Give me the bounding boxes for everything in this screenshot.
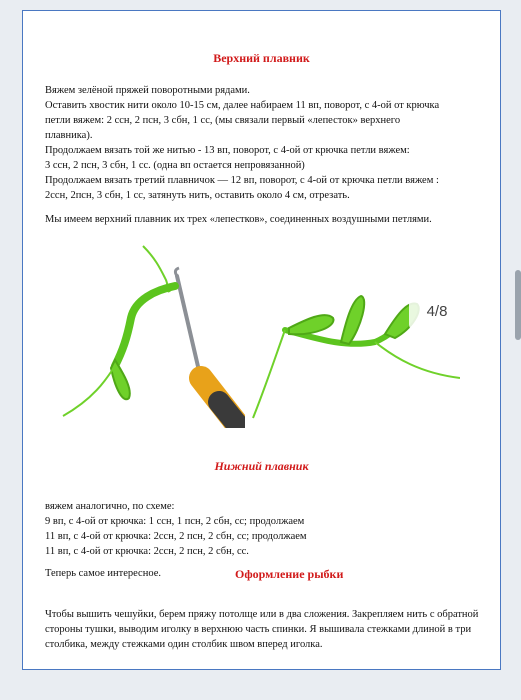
- text-line: 11 вп, с 4-ой от крючка: 2ссн, 2 псн, 2 сбн, сс.: [45, 546, 249, 557]
- text-line: Оставить хвостик нити около 10-15 см, далее набираем 11 вп, поворот, с 4-ой от крючка: [45, 100, 440, 111]
- text-line: Продолжаем вязать той же нитью - 13 вп, поворот, с 4-ой от крючка петли вяжем:: [45, 145, 410, 156]
- text-line: Продолжаем вязать третий плавничок — 12 вп, поворот, с 4-ой от крючка петли вяжем :: [45, 175, 439, 186]
- decor-intro-text: Теперь самое интересное.: [45, 568, 161, 579]
- three-petal-fin-illustration: [245, 238, 460, 428]
- text-line: вяжем аналогично, по схеме:: [45, 501, 175, 512]
- text-line: Мы имеем верхний плавник их трех «лепестков», соединенных воздушными петлями.: [45, 214, 432, 225]
- text-line: Чтобы вышить чешуйки, берем пряжу потолще или в два сложения. Закрепляем нить с обратной стороны тушки, выводим иголку в верхнюю часть спинки. Я вышивала стежками длиной в три столбика, между стежками один столбик швом вперед иголка.: [45, 609, 479, 650]
- text-line: 9 вп, с 4-ой от крючка: 1 ссн, 1 псн, 2 сбн, сс; продолжаем: [45, 516, 305, 527]
- top-fin-instructions: [45, 83, 485, 203]
- text-line: петли вяжем: 2 ссн, 2 псн, 3 сбн, 1 сс, (мы связали первый «лепесток» верхнего: [45, 115, 401, 126]
- photo-finished-fin: [245, 238, 460, 428]
- heading-bottom-fin: Нижний плавник: [214, 459, 309, 473]
- decor-instructions: [45, 607, 490, 652]
- top-fin-summary: [45, 212, 485, 227]
- page-counter-badge: 4/8: [409, 292, 465, 332]
- text-line: плавника).: [45, 130, 93, 141]
- heading-decor: Оформление рыбки: [235, 567, 344, 581]
- scrollbar-thumb[interactable]: [515, 270, 521, 340]
- photo-hook-and-fin: [35, 238, 251, 428]
- text-line: 2ссн, 2псн, 3 сбн, 1 сс, затянуть нить, оставить около 4 см, отрезать.: [45, 190, 350, 201]
- text-line: 3 ссн, 2 псн, 3 сбн, 1 сс. (одна вп остается непровязанной): [45, 160, 305, 171]
- heading-top-fin: Верхний плавник: [213, 51, 310, 65]
- bottom-fin-instructions: [45, 499, 485, 559]
- decor-intro-row: [45, 567, 485, 583]
- text-line: 11 вп, с 4-ой от крючка: 2ссн, 2 псн, 2 сбн, сс; продолжаем: [45, 531, 307, 542]
- hook-fin-illustration: [35, 238, 251, 428]
- text-line: Вяжем зелёной пряжей поворотными рядами.: [45, 85, 250, 96]
